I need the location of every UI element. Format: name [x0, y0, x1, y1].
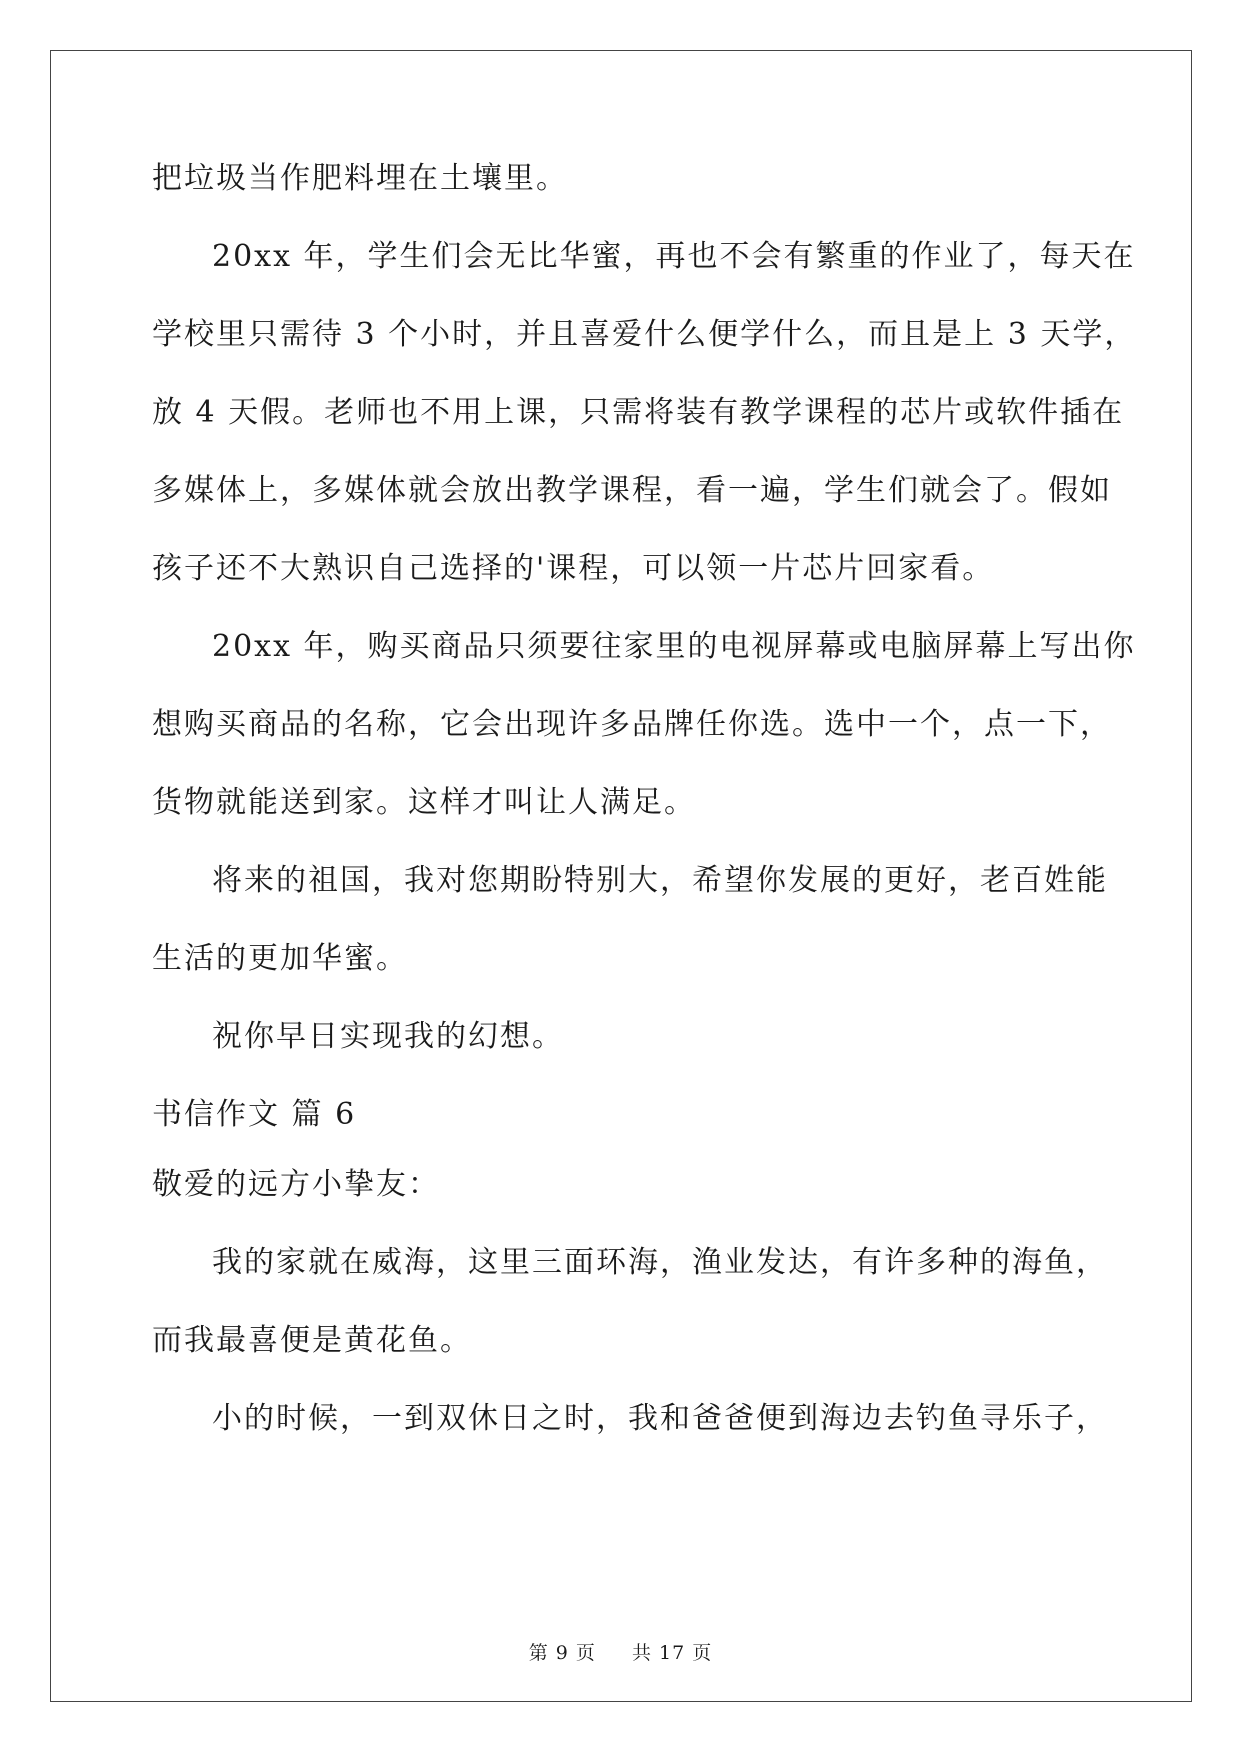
letter-salutation: 敬爱的远方小挚友： — [152, 1167, 440, 1202]
text-line: 20xx 年，学生们会无比华蜜，再也不会有繁重的作业了，每天在 — [212, 239, 1136, 274]
text-line: 20xx 年，购买商品只须要往家里的电视屏幕或电脑屏幕上写出你 — [212, 629, 1136, 664]
text-line: 祝你早日实现我的幻想。 — [212, 1019, 564, 1054]
text-line: 放 4 天假。老师也不用上课，只需将装有教学课程的芯片或软件插在 — [152, 395, 1125, 430]
text-line: 生活的更加华蜜。 — [152, 941, 408, 976]
text-line: 孩子还不大熟识自己选择的'课程，可以领一片芯片回家看。 — [152, 551, 995, 586]
section-heading: 书信作文 篇 6 — [152, 1097, 357, 1132]
text-line: 学校里只需待 3 个小时，并且喜爱什么便学什么，而且是上 3 天学， — [152, 317, 1137, 352]
text-line: 而我最喜便是黄花鱼。 — [152, 1323, 472, 1358]
current-page-number: 第 9 页 — [528, 1642, 596, 1664]
text-line: 把垃圾当作肥料埋在土壤里。 — [152, 161, 568, 196]
page-footer — [0, 1638, 1241, 1665]
text-line: 小的时候，一到双休日之时，我和爸爸便到海边去钓鱼寻乐子， — [212, 1401, 1108, 1436]
document-body — [152, 160, 1137, 1478]
total-pages: 共 17 页 — [632, 1642, 713, 1664]
text-line: 我的家就在威海，这里三面环海，渔业发达，有许多种的海鱼， — [212, 1245, 1108, 1280]
text-line: 将来的祖国，我对您期盼特别大，希望你发展的更好，老百姓能 — [212, 863, 1108, 898]
text-line: 多媒体上，多媒体就会放出教学课程，看一遍，学生们就会了。假如 — [152, 473, 1112, 508]
text-line: 货物就能送到家。这样才叫让人满足。 — [152, 785, 696, 820]
text-line: 想购买商品的名称，它会出现许多品牌任你选。选中一个，点一下， — [152, 707, 1112, 742]
